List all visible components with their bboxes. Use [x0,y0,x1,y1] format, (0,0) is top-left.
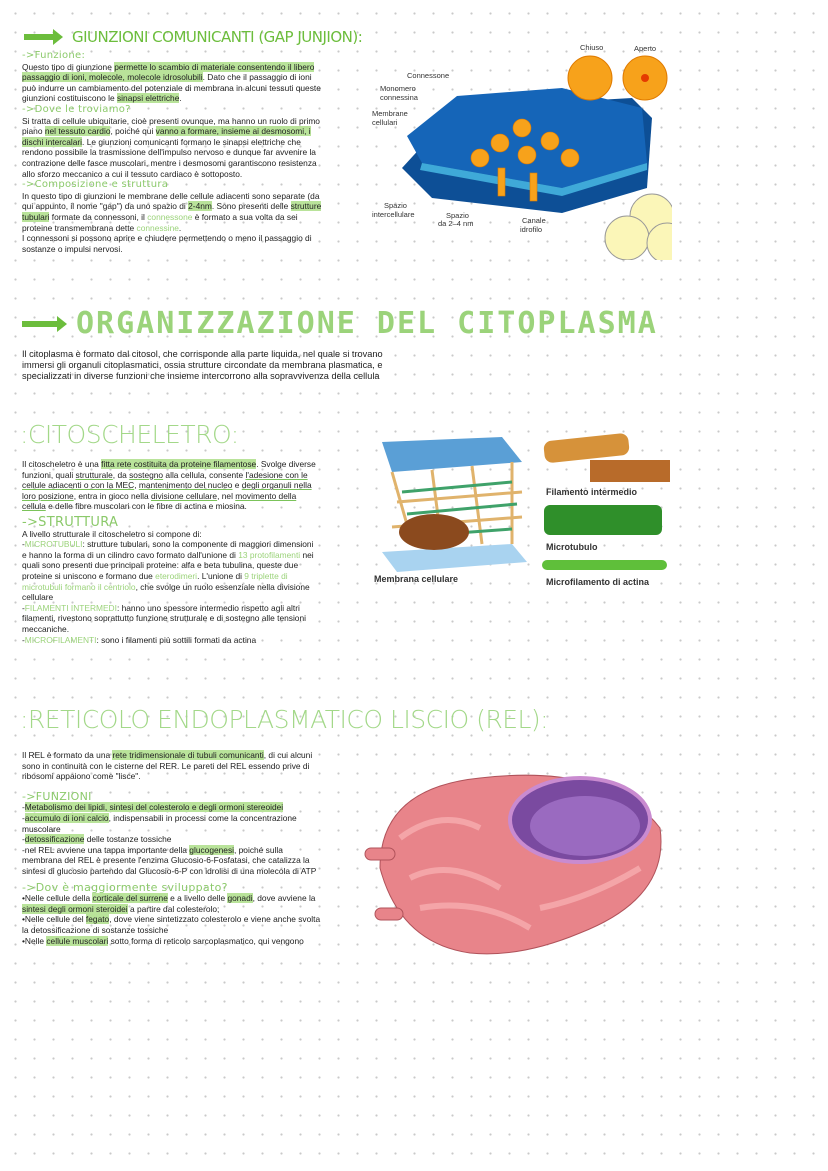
connexon-closed-icon [568,56,612,100]
highlighted-text: fitta rete costituita da proteine filamentose [101,459,257,469]
text-segment: Questo tipo di giunzione [22,61,115,72]
text-segment: •Nelle [22,935,47,946]
citoscheletro-title: :CITOSCHELETRO: [20,420,239,449]
underlined-text: movimento della cellula [22,490,297,512]
highlighted-text: 2-4nm [188,201,212,212]
text-segment: . [179,93,182,104]
intermediate-filament-icon [543,433,630,464]
funzione-item [22,845,322,877]
green-term: eterodimeri [155,570,198,581]
text-segment: - [22,634,25,645]
text-segment: . L'unione di [197,570,245,581]
highlighted-text: Metabolismo dei lipidi, sintesi del colesterolo e degli ormoni stereoidei [24,802,284,813]
highlighted-text: strutture tubulari [22,201,322,222]
text-segment: , entra in gioco nella [73,490,151,501]
highlighted-text: nel tessuto cardio [44,126,111,137]
text-segment: e delle fibre muscolari con le fibre di actina e miosina. [45,501,247,512]
label-membrana-cellulare: Membrana cellulare [374,574,459,584]
highlighted-text: corticale del surrene [92,893,168,904]
green-term: connessine [136,222,179,233]
text-segment: , nel [217,490,236,501]
smooth-er-figure [360,758,670,963]
highlighted-text: sinapsi elettriche [116,93,180,104]
label-spazio: Spazio [384,201,407,210]
subheading-funzioni: ->FUNZIONI [22,789,92,803]
subheading-struttura: ->STRUTTURA [22,514,119,530]
text-segment: Il REL è formato da una [22,750,113,760]
subheading-dove-sviluppato: ->Dov è maggiormente sviluppato? [22,880,228,894]
label-intercellulare: intercellulare [372,210,415,219]
highlighted-text: vanno a formare, insieme ai desmosomi, i dischi intercalari [22,126,311,147]
green-term: MICROTUBULI [24,539,83,550]
subheading-dove: ->Dove le troviamo? [22,103,131,115]
subheading-composizione: ->Composizione e struttura [22,179,169,191]
dove-item [22,914,322,935]
paragraph-filamenti-intermedi [22,603,318,635]
citoscheletro-text [22,459,318,645]
text-segment: alla cellula, consente [163,469,246,480]
highlighted-text: fegato [85,914,110,925]
text-segment: , poiché qui [110,126,156,137]
membrane-top [382,437,522,472]
label-microfilamento-actina: Microfilamento di actina [546,577,650,587]
highlighted-text: detossificazione [24,834,85,845]
gap-title-text: GIUNZIONI COMUNICANTI (GAP JUNJION): [72,28,363,46]
text-segment: . Sono presenti delle [211,201,291,212]
highlighted-text: rete tridimensionale di tubuli comunicanti [112,750,264,760]
text-segment: , poiché sulla membrana del REL è presente l'enzima Glucosio-6-Fosfatasi, che catalizza la sintesi di glucosio partendo dal Glucosio-6-P con idrolisi di una molecola di ATP [22,844,317,876]
label-2-4nm: da 2–4 nm [438,219,474,228]
underlined-text: degli organuli nella loro posizione [22,480,312,501]
cytoskeleton-figure [372,432,672,594]
dove-item [22,893,322,914]
rel-text [22,750,322,946]
organizzazione-title-text: ORGANIZZAZIONE DEL CITOPLASMA [76,306,658,341]
text-segment: I connessoni si possono aprire e chiudere permettendo o meno il passaggio di sostanze o impulsi nervosi. [22,233,312,254]
text-segment: a partire dal colesterolo; [127,903,220,914]
gap-junction-figure [362,38,672,260]
label-connessone: Connessone [407,71,450,80]
green-term: 13 protofilamenti [238,549,301,560]
text-segment: : hanno uno spessore intermedio rispetto agli altri filamenti, rivestono soprattutto funzione strutturale e di sostegno alle tensioni meccaniche. [22,602,306,634]
label-microtubulo: Microtubulo [546,542,598,552]
organizzazione-text: Il citoplasma è formato dal citosol, che corrisponde alla parte liquida, nel quale si trovano immersi gli organuli citoplasmatici, ossia strutture circondate da membrana plasmatica, e specializzati in diverse funzioni che insieme intercorrono alla sopravvivenza della cellula [22,349,383,382]
underlined-text: l'adesione con le cellule adiacenti o con la MEC [22,469,308,491]
text-segment: sotto forma di reticolo sarcoplasmatico, qui vengono [108,935,304,946]
connexon-open-icon [623,56,667,100]
label-canale: Canale [522,216,546,225]
text-segment: è formato a sua volta da sei proteine transmembrana dette [22,211,298,233]
text-segment: A livello strutturale il citoscheletro si compone di: [22,528,202,539]
subheading-funzione: ->Funzione: [22,50,86,61]
cells-icon [605,194,672,260]
text-segment: , [134,480,139,491]
text-segment: In questo tipo di giunzioni le membrane delle cellule adiacenti sono separate (da qui appunto, il nome "gap") da uno spazio di [22,190,320,212]
underlined-text: sostegno [129,469,164,480]
highlighted-text: permette lo scambio di materiale consentendo il libero passaggio di ioni, molecole, molecole idrosolubili [22,61,315,83]
text-segment: , da [112,469,130,480]
paragraph-microfilamenti [22,635,318,646]
underlined-text: divisione cellulare [150,490,218,501]
rel-title: :RETICOLO ENDOPLASMATICO LISCIO (REL): [20,705,549,734]
paragraph-connessoni [22,233,322,254]
text-segment: . Svolge diverse funzioni, quali [22,459,316,480]
text-segment: , indispensabili in processi come la concentrazione muscolare [22,812,297,834]
text-segment: , dove avviene la [252,893,316,904]
highlighted-text: accumulo di ioni calcio [24,812,109,823]
paragraph-rel [22,750,322,782]
paragraph-struttura [22,529,318,540]
underlined-text: strutturale [75,469,113,480]
paragraph-composizione [22,191,322,233]
highlighted-text: cellule muscolari [46,935,109,946]
green-term: MICROFILAMENTI [24,634,97,645]
text-segment: delle tostanze tossiche [84,834,172,845]
funzione-item [22,834,322,845]
label-idrofilo: idrofilo [520,225,543,234]
text-segment: - [22,834,25,845]
green-term: FILAMENTI INTERMEDI [24,602,117,613]
highlighted-text: sintesi degli ormoni steroidei [22,903,128,914]
mitochondrion-icon [399,514,469,550]
label-chiuso: Chiuso [580,43,604,52]
dove-item [22,936,322,947]
paragraph-dove [22,116,322,180]
gap-title [24,28,362,46]
text-segment: -nel REL avviene una tappa importante della [22,844,190,855]
text-segment: - [22,539,25,550]
membrane-bottom [382,544,527,572]
label-monomero: Monomero [380,84,416,93]
arrow-icon [24,34,54,40]
text-segment: , di cui alcuni sono in continuità con le cisterne del RER. Le pareti del REL essendo prive di ribosomi appaiono come "lisce". [22,750,313,782]
highlighted-text: gonadi [227,893,253,904]
funzione-item [22,813,322,834]
label-spazio-nm: Spazio [446,211,469,220]
organizzazione-title [22,306,658,341]
label-connessina: connessina [380,93,418,102]
text-segment: Il citoscheletro è una [22,459,102,469]
text-segment: nei quali sono presenti due principali proteine: alfa e beta tubulina, queste due proteine si uniscono e formano due [22,549,314,581]
text-segment: , che svolge un ruolo essenziale nella divisione cellulare [22,581,310,603]
underlined-text: mantenimento del nucleo [138,480,233,491]
text-segment: - [22,812,25,823]
text-segment: formate da connessoni, il [49,211,148,222]
label-aperto: Aperto [634,44,657,53]
highlighted-text: glucogenesi [189,844,234,855]
text-segment: e a livello delle [167,893,228,904]
text-segment: - [22,802,25,813]
paragraph-microtubuli [22,539,318,603]
text-segment: •Nelle cellule della [22,893,93,904]
text-segment: : strutture tubulari, sono la componente di maggiori dimensioni e hanno la forma di un cilindro cavo formato dall'unione di [22,539,314,560]
text-segment: e [232,480,242,491]
green-term: 9 triplette di microtubuli formano il centriolo [22,570,288,592]
text-segment: . Le giunzioni comunicanti formano le sinapsi elettriche che rendono possibile la trasmissione dell'impulso nervoso e dunque far avvenire la contrazione delle fasce muscolari, mentre i desmosomi garantiscono resistenza allo sforzo meccanico a cui il tessuto cardiaco è sottoposto. [22,136,317,179]
text-segment: : sono i filamenti più sottili formati da actina [96,634,257,645]
label-cellulari: cellulari [372,118,398,127]
arrow-icon [22,321,58,327]
funzione-item [22,802,322,813]
text-segment: •Nelle cellule del [22,914,86,925]
paragraph-citoscheletro [22,459,318,512]
text-segment: . [178,222,182,233]
microtubule-icon [544,505,662,535]
text-segment: . Dato che il passaggio di ioni può indurre un cambiamento del potenziale di membrana in alcuni tessuti queste giunzioni costituiscono le [22,72,321,104]
paragraph-funzione [22,62,322,104]
green-term: connessone [147,211,193,222]
label-membrane: Membrane [372,109,408,118]
actin-filament-icon [542,560,667,570]
label-filamento-intermedio: Filamento intermedio [546,487,638,497]
text-segment: - [22,602,25,613]
text-segment: , dove viene sintetizzato colesterolo e viene anche svolta la detossificazione di sostanze tossiche [22,914,321,935]
gap-text [22,50,322,254]
text-segment: Si tratta di cellule ubiquitarie, cioè presenti ovunque, ma hanno un ruolo di primo piano [22,115,320,137]
